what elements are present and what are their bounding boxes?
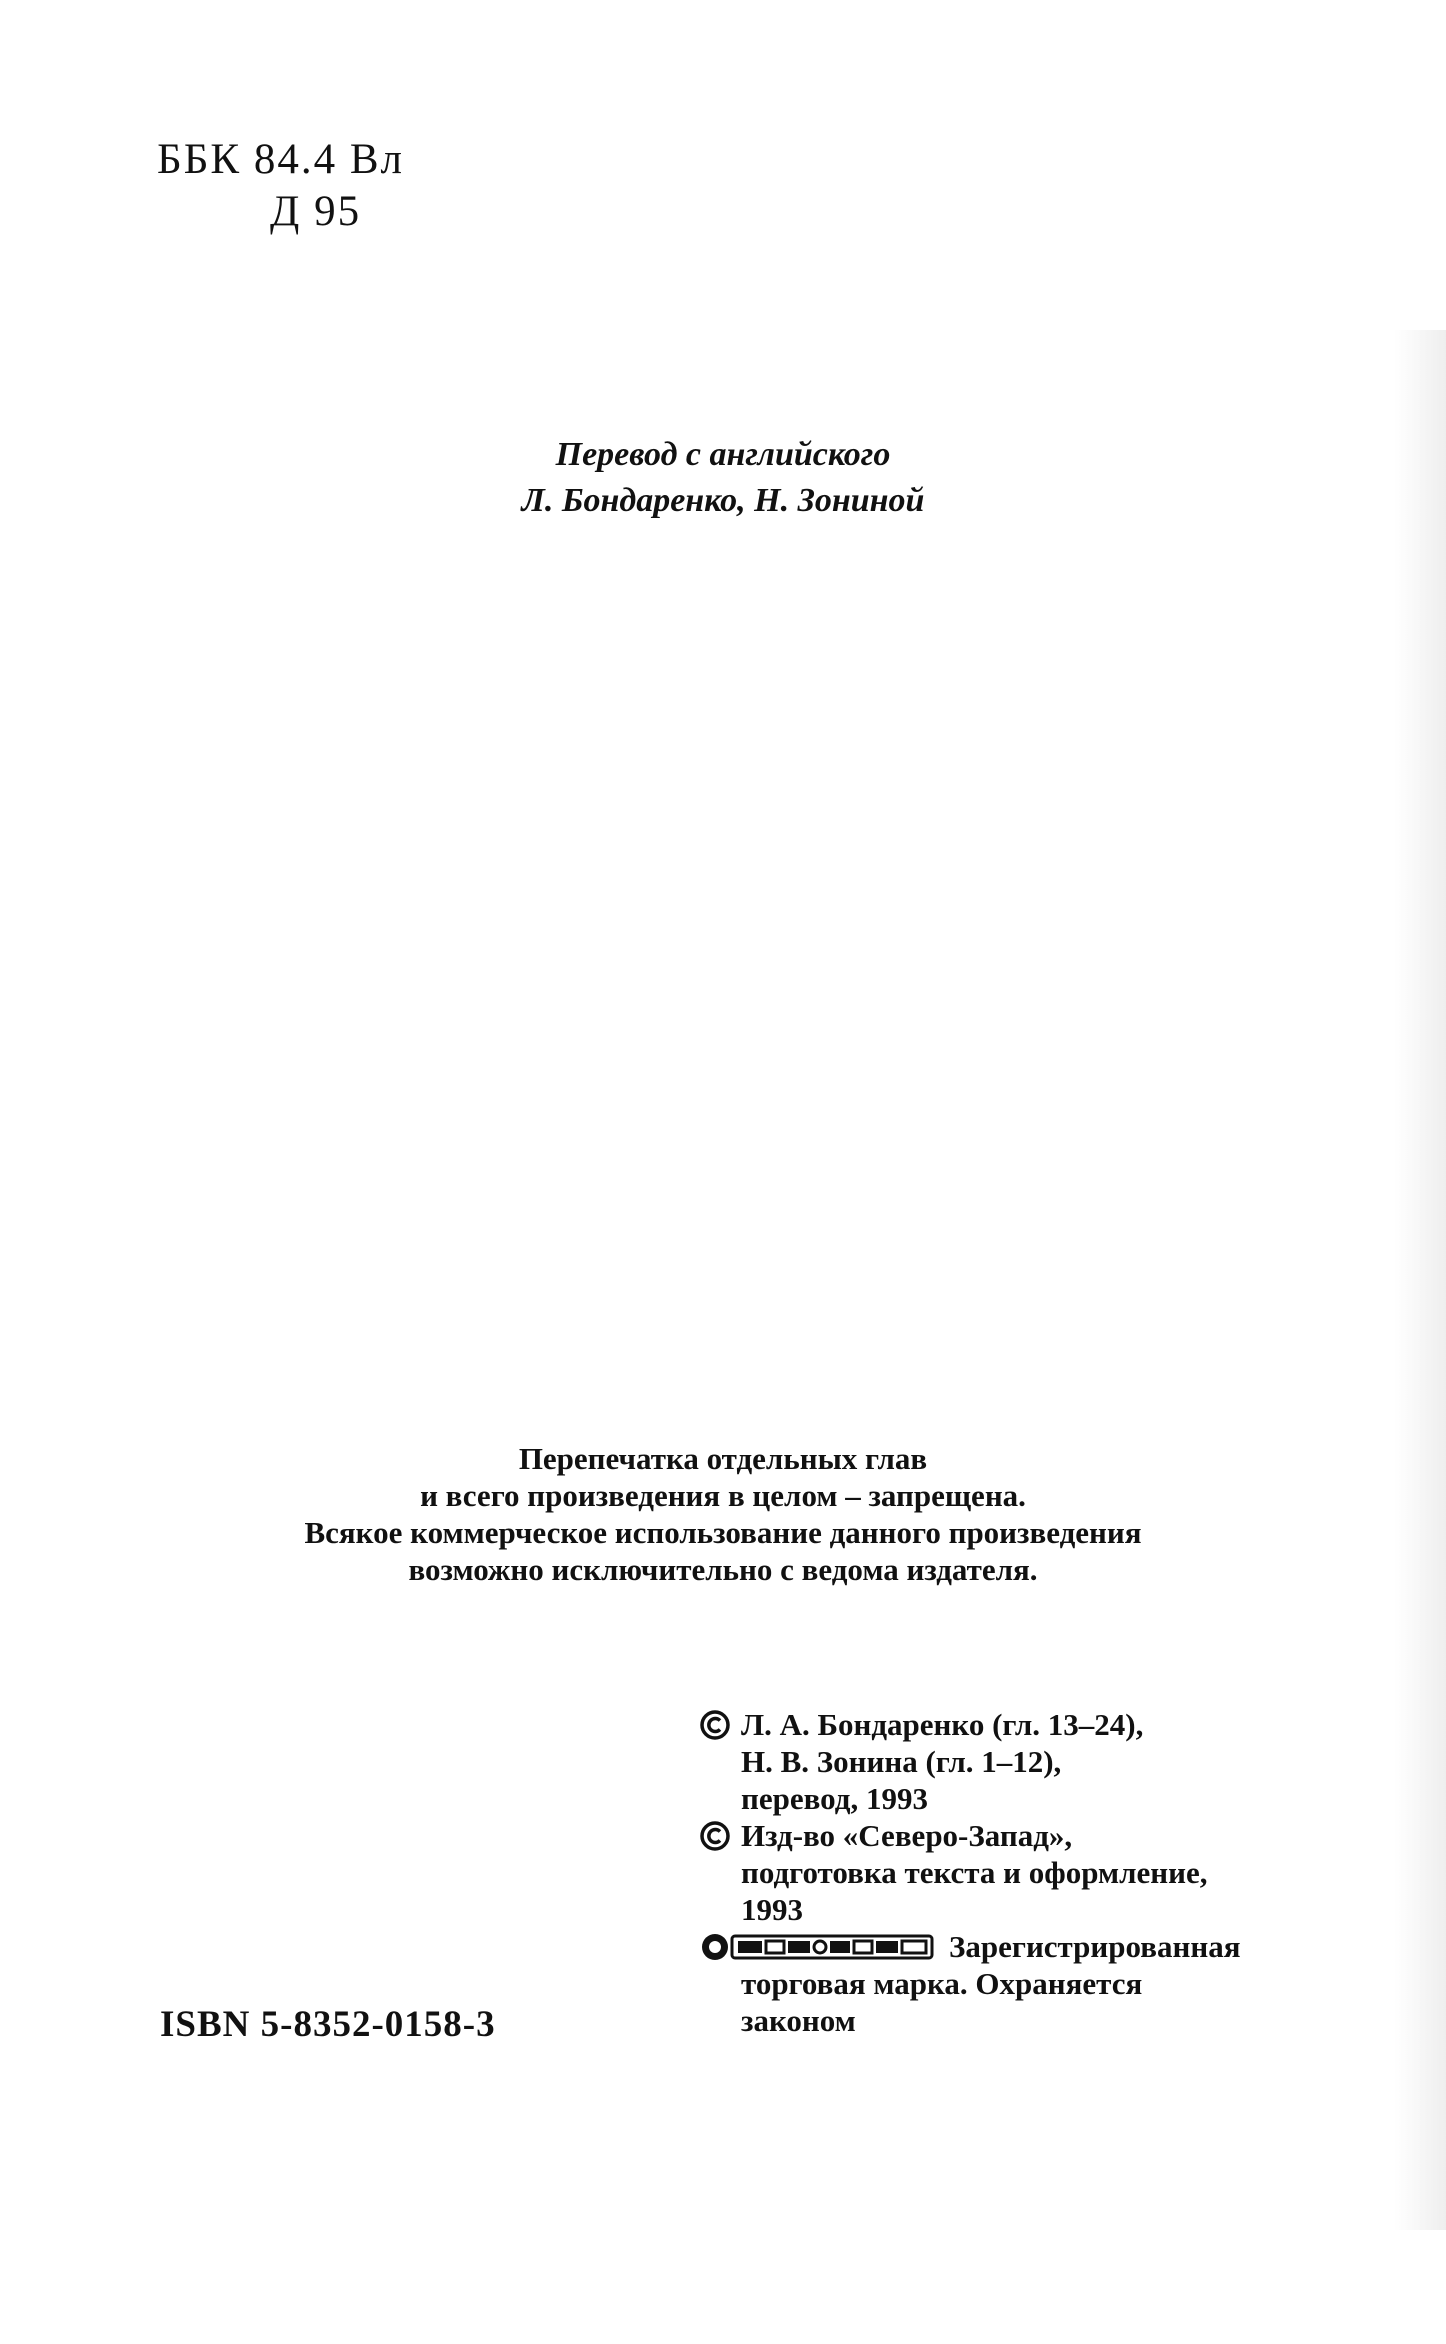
notice-line-4: возможно исключительно с ведома издателя.	[408, 1552, 1038, 1587]
isbn-number: ISBN 5-8352-0158-3	[160, 2004, 496, 2045]
trademark-line	[700, 1928, 1320, 1965]
copyright-line: Н. В. Зонина (гл. 1–12),	[741, 1744, 1062, 1779]
notice-line-1: Перепечатка отдельных глав	[518, 1441, 928, 1476]
copyright-icon	[700, 1821, 730, 1851]
author-mark: Д 95	[270, 188, 362, 235]
copyright-entry-translation	[700, 1706, 1320, 1817]
copyright-line: 1993	[741, 1892, 803, 1927]
trademark-line: законом	[741, 2003, 856, 2038]
trademark-text: Зарегистрированная	[949, 1929, 1241, 1964]
copyright-block	[700, 1706, 1320, 2039]
translators: Л. Бондаренко, Н. Зониной	[521, 482, 925, 519]
notice-line-3: Всякое коммерческое использование данного произведения	[304, 1515, 1142, 1550]
bbk-code: ББК 84.4 Вл	[157, 136, 404, 183]
trademark-line: торговая марка. Охраняется	[741, 1966, 1143, 2001]
notice-line-2: и всего произведения в целом – запрещена.	[420, 1478, 1026, 1513]
translation-credit	[0, 432, 1446, 524]
copyright-line: перевод, 1993	[741, 1781, 928, 1816]
publisher-trademark-logo-icon	[700, 1932, 935, 1962]
copyright-entry-publisher	[700, 1817, 1320, 1928]
copyright-line: Изд-во «Северо-Запад»,	[741, 1818, 1073, 1853]
scan-edge-shade	[1394, 330, 1446, 2230]
translation-source: Перевод с английского	[555, 436, 891, 473]
copyright-line: Л. А. Бондаренко (гл. 13–24),	[741, 1707, 1144, 1742]
copyright-icon	[700, 1710, 730, 1740]
copyright-line: подготовка текста и оформление,	[741, 1855, 1208, 1890]
trademark-entry	[700, 1928, 1320, 2039]
bbk-classification	[157, 134, 404, 238]
reprint-notice	[0, 1440, 1446, 1588]
